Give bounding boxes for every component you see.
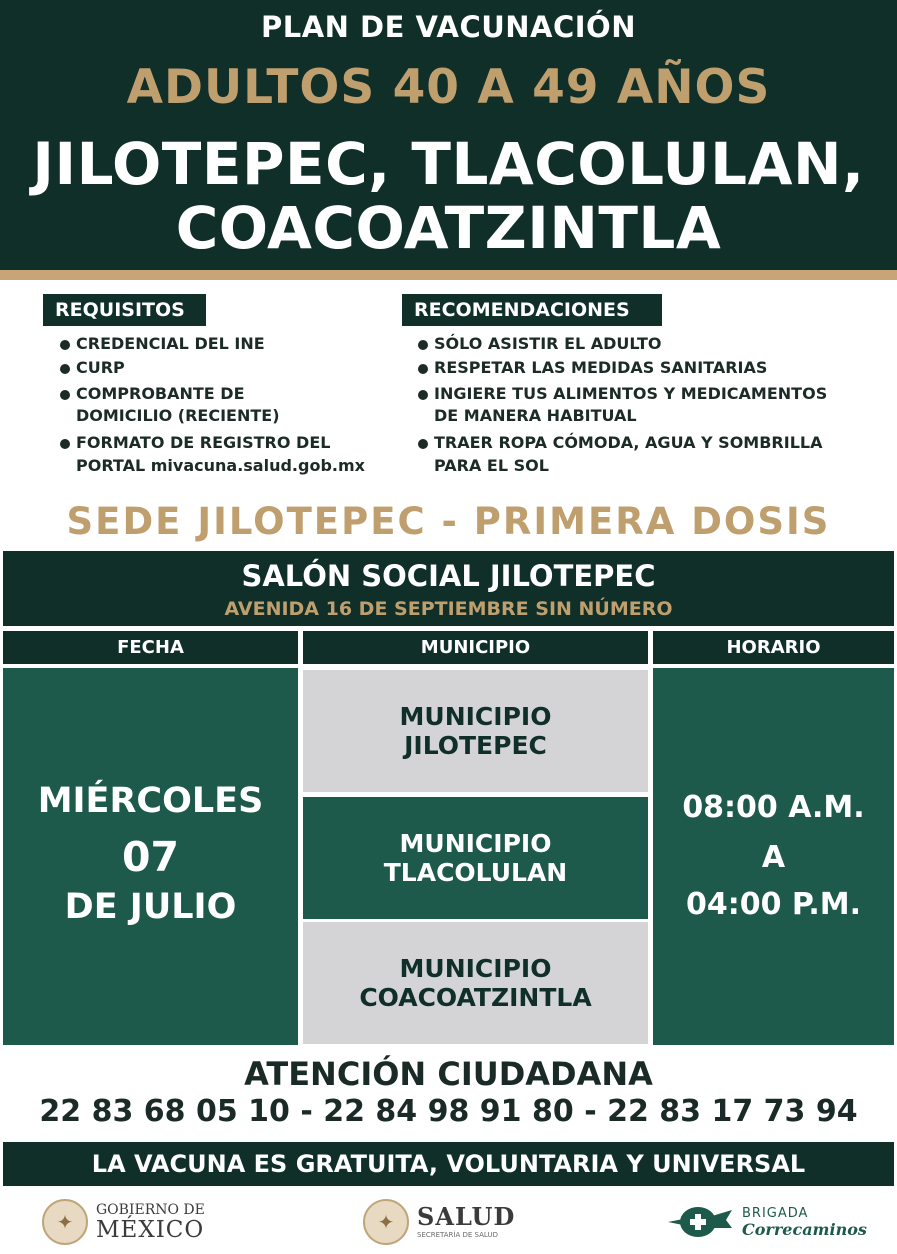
list-item-continuation: DE MANERA HABITUAL xyxy=(434,406,637,425)
schedule-end: 04:00 P.M. xyxy=(685,887,862,922)
free-vaccine-banner: LA VACUNA ES GRATUITA, VOLUNTARIA Y UNIVERSAL xyxy=(3,1142,894,1186)
bullet-icon xyxy=(418,364,428,374)
column-header-fecha: FECHA xyxy=(3,631,298,664)
list-item: SÓLO ASISTIR EL ADULTO xyxy=(418,333,888,355)
column-header-horario: HORARIO xyxy=(653,631,894,664)
list-item-continuation: PARA EL SOL xyxy=(434,456,549,475)
list-item: RESPETAR LAS MEDIDAS SANITARIAS xyxy=(418,357,888,379)
venue-name: SALÓN SOCIAL JILOTEPEC xyxy=(241,559,656,593)
list-item: TRAER ROPA CÓMODA, AGUA Y SOMBRILLA xyxy=(418,432,888,454)
schedule-cell xyxy=(653,668,894,1045)
schedule-separator: A xyxy=(761,840,786,875)
date-cell xyxy=(3,668,298,1045)
municipio-cell-jilotepec: MUNICIPIO JILOTEPEC xyxy=(303,670,648,792)
bullet-icon xyxy=(60,364,70,374)
bullet-icon xyxy=(60,439,70,449)
list-item: INGIERE TUS ALIMENTOS Y MEDICAMENTOS xyxy=(418,383,888,405)
municipio-cell-tlacolulan: MUNICIPIO TLACOLULAN xyxy=(303,797,648,919)
places-line-2: COACOATZINTLA xyxy=(175,194,722,262)
list-item: FORMATO DE REGISTRO DEL xyxy=(60,432,400,454)
sede-title: SEDE JILOTEPEC - PRIMERA DOSIS xyxy=(66,500,831,543)
list-item-continuation: DOMICILIO (RECIENTE) xyxy=(76,406,280,425)
date-month: DE JULIO xyxy=(64,887,237,927)
age-group-title: ADULTOS 40 A 49 AÑOS xyxy=(126,60,771,115)
phone-numbers: 22 83 68 05 10 - 22 84 98 91 80 - 22 83 17 73 94 xyxy=(39,1094,858,1129)
atencion-title: ATENCIÓN CIUDADANA xyxy=(244,1055,653,1093)
gobierno-mexico-logo: ✦ GOBIERNO DE MÉXICO xyxy=(42,1196,205,1248)
salud-logo: ✦ SALUD SECRETARÍA DE SALUD xyxy=(363,1196,515,1248)
eagle-seal-icon: ✦ xyxy=(363,1199,409,1245)
header xyxy=(0,0,897,270)
list-item: CURP xyxy=(60,357,400,379)
eagle-seal-icon: ✦ xyxy=(42,1199,88,1245)
list-item: COMPROBANTE DE xyxy=(60,383,400,405)
date-day: MIÉRCOLES xyxy=(37,781,264,821)
municipio-cell-coacoatzintla: MUNICIPIO COACOATZINTLA xyxy=(303,922,648,1044)
venue-box xyxy=(3,551,894,626)
schedule-start: 08:00 A.M. xyxy=(682,790,865,825)
list-item: CREDENCIAL DEL INE xyxy=(60,333,400,355)
plan-title: PLAN DE VACUNACIÓN xyxy=(261,10,636,44)
bullet-icon xyxy=(60,340,70,350)
recomendaciones-label: RECOMENDACIONES xyxy=(402,294,662,326)
roadrunner-icon xyxy=(668,1202,732,1242)
gold-divider xyxy=(0,270,897,280)
requisitos-label: REQUISITOS xyxy=(43,294,206,326)
date-number: 07 xyxy=(121,833,180,881)
venue-address: AVENIDA 16 DE SEPTIEMBRE SIN NÚMERO xyxy=(224,598,673,620)
bullet-icon xyxy=(418,340,428,350)
list-item-continuation: PORTAL mivacuna.salud.gob.mx xyxy=(76,456,365,475)
brigada-correcaminos-logo: BRIGADA Correcaminos xyxy=(668,1196,867,1248)
column-header-municipio: MUNICIPIO xyxy=(303,631,648,664)
bullet-icon xyxy=(60,390,70,400)
bullet-icon xyxy=(418,439,428,449)
bullet-icon xyxy=(418,390,428,400)
places-line-1: JILOTEPEC, TLACOLULAN, xyxy=(32,130,865,198)
